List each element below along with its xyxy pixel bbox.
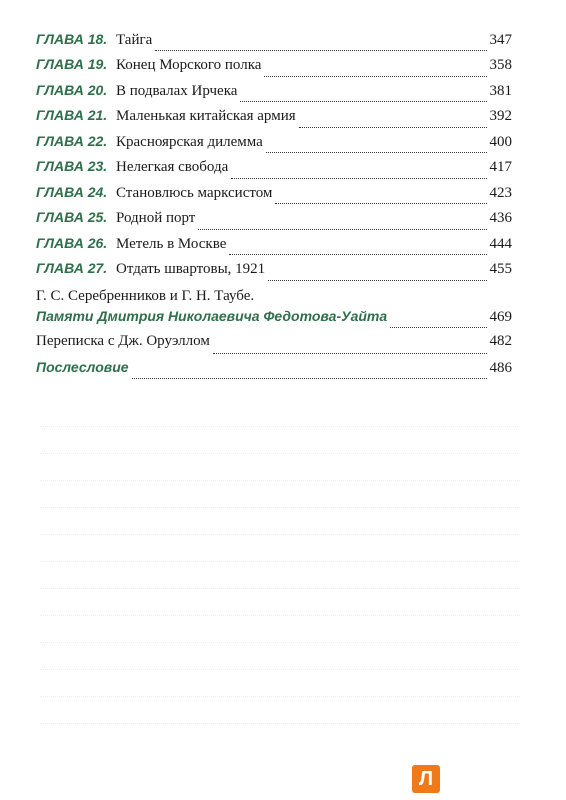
- toc-entry-chapter[interactable]: [36, 106, 512, 132]
- toc-entry-title: Конец Морского полка: [116, 57, 262, 73]
- chapter-label: ГЛАВА 27.: [36, 260, 108, 276]
- toc-entry-page: 455: [489, 261, 512, 277]
- chapter-label: ГЛАВА 23.: [36, 158, 108, 174]
- toc-entry-page: 392: [489, 108, 512, 124]
- toc-entry-page: 347: [489, 32, 512, 48]
- dot-leader: [390, 326, 486, 328]
- chapter-label: ГЛАВА 21.: [36, 107, 108, 123]
- dot-leader: [264, 75, 486, 77]
- chapter-label: ГЛАВА 19.: [36, 56, 108, 72]
- show-through-background: [40, 400, 520, 724]
- toc-entry-page: 358: [489, 57, 512, 73]
- dot-leader: [268, 279, 486, 281]
- toc-entry-title: Памяти Дмитрия Николаевича Федотова-Уайта: [36, 307, 388, 324]
- chapter-label: ГЛАВА 18.: [36, 31, 108, 47]
- toc-entry-chapter[interactable]: [36, 55, 512, 81]
- logo-letter: Л: [418, 768, 434, 790]
- toc-entry-page: 482: [489, 333, 512, 349]
- toc-entry-title: Красноярская дилемма: [116, 133, 263, 150]
- authors-line: Г. С. Серебренников и Г. Н. Таубе.: [36, 287, 255, 304]
- table-of-contents: [36, 30, 512, 383]
- toc-entry-title: Маленькая китайская армия: [116, 108, 296, 124]
- dot-leader: [229, 253, 486, 255]
- dot-leader: [155, 49, 486, 51]
- toc-entry-page: 469: [489, 308, 512, 325]
- dot-leader: [231, 177, 486, 179]
- toc-entry-page: 417: [489, 159, 512, 175]
- dot-leader: [266, 151, 487, 153]
- chapter-label: ГЛАВА 24.: [36, 183, 108, 200]
- chapter-label: ГЛАВА 25.: [36, 209, 108, 225]
- toc-entry-title: Нелегкая свобода: [116, 159, 229, 175]
- dot-leader: [213, 352, 487, 354]
- toc-entry-chapter[interactable]: [36, 132, 512, 158]
- chapter-label: ГЛАВА 22.: [36, 132, 108, 149]
- dot-leader: [240, 100, 486, 102]
- toc-entry-page: 423: [489, 184, 512, 201]
- toc-entry-page: 486: [489, 359, 512, 376]
- toc-entry-page: 436: [489, 210, 512, 226]
- toc-entry-title: Послесловие: [36, 358, 129, 375]
- toc-entry-page: 444: [489, 235, 512, 252]
- toc-entry-title: Метель в Москве: [116, 235, 227, 252]
- toc-entry-chapter[interactable]: [36, 259, 512, 285]
- dot-leader: [132, 377, 487, 379]
- toc-entry-correspondence[interactable]: [36, 332, 512, 358]
- chapter-label: ГЛАВА 20.: [36, 81, 108, 98]
- toc-entry-chapter[interactable]: [36, 234, 512, 260]
- toc-entry-afterword[interactable]: [36, 358, 512, 384]
- toc-entry-title: В подвалах Ирчека: [116, 82, 238, 99]
- labirint-logo-icon: [412, 765, 440, 793]
- chapter-label: ГЛАВА 26.: [36, 234, 108, 251]
- toc-entry-memorial[interactable]: [36, 307, 512, 333]
- dot-leader: [198, 228, 486, 230]
- toc-entry-chapter[interactable]: [36, 183, 512, 209]
- toc-entry-title: Тайга: [116, 32, 153, 48]
- dot-leader: [275, 202, 486, 204]
- toc-entry-chapter[interactable]: [36, 30, 512, 55]
- toc-entry-title: Родной порт: [116, 210, 196, 226]
- toc-entry-chapter[interactable]: [36, 208, 512, 234]
- dot-leader: [299, 126, 487, 128]
- toc-entry-title: Становлюсь марксистом: [116, 184, 273, 201]
- toc-entry-chapter[interactable]: [36, 157, 512, 183]
- toc-entry-page: 381: [489, 82, 512, 99]
- toc-entry-page: 400: [489, 133, 512, 150]
- toc-entry-chapter[interactable]: [36, 81, 512, 107]
- toc-entry-title: Отдать швартовы, 1921: [116, 261, 266, 277]
- toc-entry-title: Переписка с Дж. Оруэллом: [36, 333, 210, 349]
